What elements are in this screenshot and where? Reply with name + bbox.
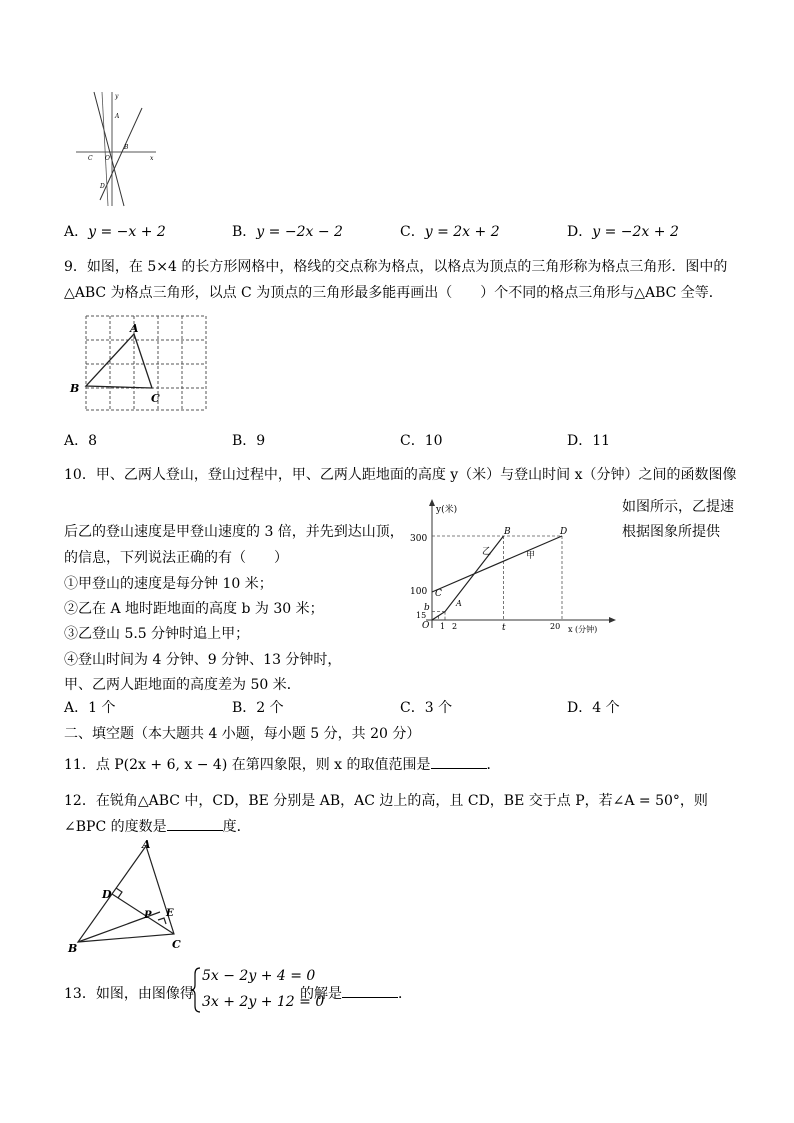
q13-answer-line (300, 985, 412, 1003)
q10-point-A: A (456, 599, 462, 608)
q13-text-post: 的解是 (300, 986, 342, 1002)
q10-tick-y15: 15 (416, 611, 427, 620)
q12-label-C: C (172, 938, 181, 951)
q10-text-right2: 根据图象所提供 (622, 524, 720, 540)
q8-label-D: D (100, 183, 105, 190)
q10-option-c[interactable]: C．3 个 (400, 700, 453, 716)
q13-equation-2: 3x + 2y + 12 = 0 (202, 994, 325, 1010)
q8-label-x: x (150, 155, 154, 162)
q13-equation-1: 5x − 2y + 4 = 0 (202, 968, 316, 984)
q12-label-D: D (102, 888, 112, 901)
q8-label-B: B (124, 144, 129, 151)
q9-option-c[interactable]: C．10 (400, 433, 443, 449)
section2-heading: 二、填空题（本大题共 4 小题，每小题 5 分，共 20 分） (64, 726, 421, 742)
q10-series-line-yi (432, 536, 504, 620)
q9-label-C: C (151, 392, 160, 405)
q9-text-line1: 9．如图，在 5×4 的长方形网格中，格线的交点称为格点，以格点为顶点的三角形称为格点三角形．图中的 (64, 259, 728, 275)
q10-series-label-jia: 甲 (526, 551, 536, 561)
q8-label-y: y (115, 93, 119, 100)
q10-text-line2: 后乙的登山速度是甲登山速度的 3 倍，并先到达山顶， (64, 524, 404, 540)
q10-tick-yb: b (424, 603, 430, 613)
q13-text-pre: 13．如图，由图像得 (64, 986, 194, 1002)
q9-option-a[interactable]: A．8 (64, 433, 98, 449)
q10-option-b[interactable]: B．2 个 (232, 700, 284, 716)
q9-label-B: B (70, 382, 80, 395)
q11-text-end: ． (486, 757, 501, 773)
q10-y-axis-label: y(米) (436, 505, 458, 515)
q11-answer-blank[interactable] (431, 756, 487, 769)
q9-grid-figure (66, 310, 212, 414)
q10-tick-y300: 300 (410, 534, 428, 544)
q10-tick-xt: t (502, 623, 506, 633)
q10-option-a[interactable]: A．1 个 (64, 700, 116, 716)
q8-label-C: C (88, 155, 93, 162)
q12-label-E: E (166, 908, 174, 919)
q12-label-P: P (144, 910, 152, 921)
q10-statement-4a: ④登山时间为 4 分钟、9 分钟、13 分钟时， (64, 652, 342, 668)
q10-statement-2: ②乙在 A 地时距地面的高度 b 为 30 米； (64, 601, 324, 617)
q12-text-line2 (64, 818, 251, 836)
q10-text-right1: 如图所示，乙提速 (622, 499, 734, 515)
q9-option-d[interactable]: D．11 (567, 433, 611, 449)
q8-graph-figure (72, 88, 162, 208)
q10-series-label-yi: 乙 (482, 547, 492, 557)
q8-option-d[interactable]: D．y = −2x + 2 (567, 224, 679, 240)
q11-question (64, 756, 501, 774)
q10-tick-x2: 2 (452, 622, 458, 631)
q13-text-end: ． (398, 986, 412, 1002)
q10-text-line3: 的信息，下列说法正确的有（ ） (64, 550, 288, 566)
q8-label-O: O (105, 155, 110, 162)
q12-triangle-figure (64, 838, 194, 954)
q10-tick-x20: 20 (550, 622, 561, 631)
q10-statement-3: ③乙登山 5.5 分钟时追上甲； (64, 626, 250, 642)
q10-x-axis-label: x (分钟) (568, 625, 598, 634)
q10-statement-1: ①甲登山的速度是每分钟 10 米； (64, 576, 273, 592)
q12-text-post: 度． (222, 819, 251, 835)
q10-point-C: C (435, 589, 442, 599)
q10-origin-label: O (422, 621, 430, 631)
q8-label-A: A (115, 113, 120, 120)
q8-option-c[interactable]: C．y = 2x + 2 (400, 224, 500, 240)
q13-brace-icon (190, 966, 202, 1014)
q11-text: 11．点 P(2x + 6, x − 4) 在第四象限，则 x 的取值范围是 (64, 757, 431, 773)
q10-tick-x1: 1 (440, 622, 446, 631)
q10-chart (402, 496, 620, 636)
q9-text-line2: △ABC 为格点三角形，以点 C 为顶点的三角形最多能再画出（ ）个不同的格点三角形与△ABC 全等． (64, 285, 723, 301)
q12-text-line1: 12．在锐角△ABC 中，CD，BE 分别是 AB，AC 边上的高，且 CD，BE 交于点 P，若∠A = 50°，则 (64, 793, 708, 809)
q10-text-line1: 10．甲、乙两人登山，登山过程中，甲、乙两人距地面的高度 y（米）与登山时间 x（分钟）之间的函数图像 (64, 467, 737, 483)
q13-answer-blank[interactable] (342, 985, 398, 998)
q12-label-A: A (142, 838, 151, 851)
q8-option-b[interactable]: B．y = −2x − 2 (232, 224, 343, 240)
q8-option-a[interactable]: A．y = −x + 2 (64, 224, 166, 240)
q9-option-b[interactable]: B．9 (232, 433, 266, 449)
q12-answer-blank[interactable] (167, 818, 223, 831)
q12-text-pre: ∠BPC 的度数是 (64, 819, 167, 835)
q9-label-A: A (130, 322, 139, 335)
q10-point-B: B (504, 527, 511, 537)
q10-option-d[interactable]: D．4 个 (567, 700, 620, 716)
q10-statement-4b: 甲、乙两人距地面的高度差为 50 米． (64, 677, 301, 693)
q10-tick-y100: 100 (410, 587, 428, 597)
q10-point-D: D (560, 527, 568, 537)
q12-label-B: B (68, 942, 78, 954)
